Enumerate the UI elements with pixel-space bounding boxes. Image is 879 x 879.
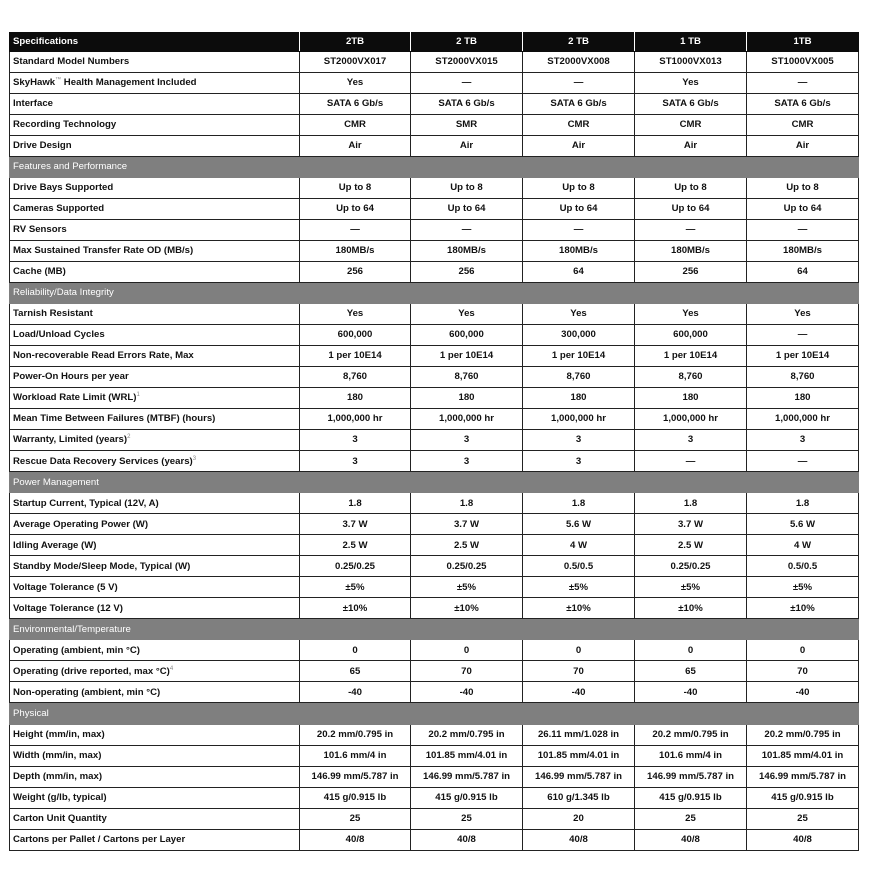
spec-value: Yes (300, 73, 411, 94)
section-header-row (10, 283, 859, 304)
spec-label-text: Warranty, Limited (years) (13, 434, 128, 446)
spec-value: 20.2 mm/0.795 in (635, 724, 747, 745)
spec-value: 70 (411, 661, 523, 682)
section-title: Physical (10, 703, 859, 724)
spec-value: 1 per 10E14 (411, 346, 523, 367)
spec-value: 3 (747, 430, 859, 451)
spec-value: 0 (635, 640, 747, 661)
spec-row (10, 346, 859, 367)
spec-value: 64 (747, 262, 859, 283)
spec-row (10, 766, 859, 787)
spec-row (10, 682, 859, 703)
spec-value: Yes (411, 304, 523, 325)
spec-value: 1,000,000 hr (635, 409, 747, 430)
spec-row (10, 598, 859, 619)
spec-value: 600,000 (635, 325, 747, 346)
spec-value: ±5% (411, 577, 523, 598)
spec-label-text: Voltage Tolerance (12 V) (13, 602, 124, 614)
spec-value: — (747, 220, 859, 241)
spec-value: 20.2 mm/0.795 in (747, 724, 859, 745)
spec-row (10, 451, 859, 472)
spec-value: 8,760 (747, 367, 859, 388)
spec-value: — (747, 73, 859, 94)
header-capacity: 1 TB (635, 33, 747, 52)
spec-value: 101.6 mm/4 in (300, 745, 411, 766)
spec-value: 1 per 10E14 (747, 346, 859, 367)
spec-value: 1.8 (300, 493, 411, 514)
spec-value: 64 (523, 262, 635, 283)
spec-label-text: Standby Mode/Sleep Mode, Typical (W) (13, 560, 191, 572)
spec-value: 1 per 10E14 (523, 346, 635, 367)
spec-value: 180 (635, 388, 747, 409)
section-header-row (10, 619, 859, 640)
spec-label-text: Height (mm/in, max) (13, 728, 105, 740)
spec-label (10, 556, 300, 577)
spec-value: 3 (635, 430, 747, 451)
spec-value: -40 (300, 682, 411, 703)
spec-value: -40 (747, 682, 859, 703)
spec-value: SATA 6 Gb/s (635, 94, 747, 115)
spec-value: 8,760 (635, 367, 747, 388)
header-capacity: 2TB (300, 33, 411, 52)
spec-row (10, 115, 859, 136)
spec-row (10, 325, 859, 346)
spec-value: 0.5/0.5 (747, 556, 859, 577)
spec-value: — (411, 73, 523, 94)
spec-label (10, 661, 300, 682)
spec-value: Up to 8 (635, 178, 747, 199)
spec-value: 101.85 mm/4.01 in (411, 745, 523, 766)
section-header-row (10, 703, 859, 724)
spec-value: 20.2 mm/0.795 in (300, 724, 411, 745)
spec-label-text: Health Management Included (61, 77, 197, 89)
section-title: Features and Performance (10, 157, 859, 178)
spec-label (10, 766, 300, 787)
spec-value: 70 (523, 661, 635, 682)
spec-label-text: Voltage Tolerance (5 V) (13, 581, 118, 593)
spec-label-text: RV Sensors (13, 224, 67, 236)
spec-row (10, 73, 859, 94)
header-label: Specifications (10, 33, 300, 52)
spec-value: 3 (300, 430, 411, 451)
table-header-row (10, 33, 859, 52)
spec-value: 1 per 10E14 (635, 346, 747, 367)
spec-label-text: Interface (13, 98, 53, 110)
spec-value: 415 g/0.915 lb (300, 787, 411, 808)
spec-row (10, 409, 859, 430)
spec-value: Up to 64 (411, 199, 523, 220)
spec-value: 3.7 W (411, 514, 523, 535)
spec-label (10, 178, 300, 199)
spec-value: 600,000 (411, 325, 523, 346)
spec-value: 1,000,000 hr (300, 409, 411, 430)
spec-label (10, 52, 300, 73)
spec-row (10, 556, 859, 577)
spec-value: 0.25/0.25 (300, 556, 411, 577)
section-title: Power Management (10, 472, 859, 493)
spec-label (10, 367, 300, 388)
spec-row (10, 388, 859, 409)
spec-value: — (523, 73, 635, 94)
spec-value: Air (411, 136, 523, 157)
spec-value: 70 (747, 661, 859, 682)
spec-value: 146.99 mm/5.787 in (747, 766, 859, 787)
spec-row (10, 577, 859, 598)
spec-value: 2.5 W (635, 535, 747, 556)
spec-label (10, 220, 300, 241)
spec-value: 101.6 mm/4 in (635, 745, 747, 766)
spec-table-body (10, 33, 859, 851)
spec-label-text: Workload Rate Limit (WRL) (13, 392, 137, 404)
spec-value: ±5% (523, 577, 635, 598)
spec-value: — (411, 220, 523, 241)
spec-label (10, 136, 300, 157)
spec-value: -40 (411, 682, 523, 703)
spec-value: 25 (411, 808, 523, 829)
spec-value: Air (300, 136, 411, 157)
spec-label-text: Non-operating (ambient, min °C) (13, 686, 161, 698)
spec-value: 101.85 mm/4.01 in (747, 745, 859, 766)
spec-value: 0.5/0.5 (523, 556, 635, 577)
spec-value: 3.7 W (635, 514, 747, 535)
spec-row (10, 724, 859, 745)
spec-label (10, 73, 300, 94)
spec-value: 180 (523, 388, 635, 409)
spec-value: 146.99 mm/5.787 in (411, 766, 523, 787)
spec-value: 256 (411, 262, 523, 283)
spec-row (10, 829, 859, 850)
spec-value: ±5% (635, 577, 747, 598)
spec-label (10, 409, 300, 430)
spec-label (10, 451, 300, 472)
spec-value: 5.6 W (747, 514, 859, 535)
spec-value: 65 (300, 661, 411, 682)
spec-label-text: Average Operating Power (W) (13, 518, 149, 530)
spec-label (10, 199, 300, 220)
spec-label (10, 745, 300, 766)
spec-value: CMR (300, 115, 411, 136)
spec-value: ST2000VX015 (411, 52, 523, 73)
spec-label (10, 94, 300, 115)
spec-label-text: Cameras Supported (13, 203, 105, 215)
spec-value: 2.5 W (411, 535, 523, 556)
spec-value: 0 (411, 640, 523, 661)
spec-value: 1,000,000 hr (747, 409, 859, 430)
spec-row (10, 262, 859, 283)
spec-value: 180MB/s (523, 241, 635, 262)
spec-value: 256 (300, 262, 411, 283)
spec-value: 600,000 (300, 325, 411, 346)
spec-value: 180MB/s (300, 241, 411, 262)
spec-row (10, 787, 859, 808)
spec-row (10, 220, 859, 241)
spec-value: 0 (300, 640, 411, 661)
spec-value: 40/8 (635, 829, 747, 850)
spec-value: 3.7 W (300, 514, 411, 535)
spec-label (10, 640, 300, 661)
spec-value: 3 (523, 430, 635, 451)
spec-value: 20 (523, 808, 635, 829)
spec-value: Up to 64 (523, 199, 635, 220)
section-title: Environmental/Temperature (10, 619, 859, 640)
spec-value: 180 (747, 388, 859, 409)
footnote-marker: 3 (192, 455, 197, 462)
spec-value: — (523, 220, 635, 241)
spec-value: ±5% (747, 577, 859, 598)
spec-value: SATA 6 Gb/s (300, 94, 411, 115)
spec-label-text: Power-On Hours per year (13, 371, 129, 383)
spec-value: ST2000VX017 (300, 52, 411, 73)
spec-value: 25 (635, 808, 747, 829)
spec-value: 180 (300, 388, 411, 409)
spec-value: Yes (300, 304, 411, 325)
spec-row (10, 199, 859, 220)
footnote-marker: 1 (136, 392, 140, 399)
spec-value: 8,760 (300, 367, 411, 388)
spec-value: Air (635, 136, 747, 157)
spec-label (10, 514, 300, 535)
spec-label-text: Carton Unit Quantity (13, 812, 107, 824)
spec-value: ±10% (635, 598, 747, 619)
spec-label (10, 304, 300, 325)
spec-value: 25 (747, 808, 859, 829)
spec-label-text: Operating (drive reported, max °C) (13, 665, 170, 677)
spec-label-text: Max Sustained Transfer Rate OD (MB/s) (13, 245, 194, 257)
spec-label (10, 682, 300, 703)
spec-value: 65 (635, 661, 747, 682)
spec-value: ST1000VX013 (635, 52, 747, 73)
spec-value: ±10% (300, 598, 411, 619)
spec-value: Up to 8 (300, 178, 411, 199)
spec-label-text: Non-recoverable Read Errors Rate, Max (13, 350, 194, 362)
spec-value: — (635, 220, 747, 241)
spec-value: 26.11 mm/1.028 in (523, 724, 635, 745)
spec-value: 415 g/0.915 lb (635, 787, 747, 808)
spec-value: 415 g/0.915 lb (747, 787, 859, 808)
spec-value: 146.99 mm/5.787 in (523, 766, 635, 787)
spec-value: SATA 6 Gb/s (411, 94, 523, 115)
spec-value: 180MB/s (411, 241, 523, 262)
spec-value: 4 W (747, 535, 859, 556)
spec-label (10, 829, 300, 850)
spec-value: SMR (411, 115, 523, 136)
spec-row (10, 136, 859, 157)
spec-row (10, 367, 859, 388)
spec-value: 1.8 (523, 493, 635, 514)
spec-value: 101.85 mm/4.01 in (523, 745, 635, 766)
spec-value: SATA 6 Gb/s (523, 94, 635, 115)
spec-label-text: Rescue Data Recovery Services (years) (13, 455, 193, 467)
section-header-row (10, 472, 859, 493)
spec-value: Yes (635, 304, 747, 325)
spec-row (10, 640, 859, 661)
spec-label-text: Idling Average (W) (13, 539, 97, 551)
spec-value: Yes (523, 304, 635, 325)
spec-value: Yes (747, 304, 859, 325)
spec-value: 3 (411, 430, 523, 451)
spec-value: 1,000,000 hr (523, 409, 635, 430)
spec-value: Air (747, 136, 859, 157)
spec-value: 25 (300, 808, 411, 829)
spec-value: -40 (523, 682, 635, 703)
spec-label (10, 787, 300, 808)
spec-label-text: Mean Time Between Failures (MTBF) (hours) (13, 413, 216, 425)
spec-value: 40/8 (523, 829, 635, 850)
spec-value: 0 (747, 640, 859, 661)
spec-value: 180MB/s (747, 241, 859, 262)
spec-value: 146.99 mm/5.787 in (635, 766, 747, 787)
header-capacity: 1TB (747, 33, 859, 52)
spec-value: 4 W (523, 535, 635, 556)
spec-value: 180MB/s (635, 241, 747, 262)
spec-label (10, 325, 300, 346)
spec-label (10, 346, 300, 367)
spec-value: 40/8 (747, 829, 859, 850)
spec-value: 1.8 (635, 493, 747, 514)
spec-value: 40/8 (300, 829, 411, 850)
spec-value: 1.8 (411, 493, 523, 514)
spec-value: CMR (747, 115, 859, 136)
spec-value: 2.5 W (300, 535, 411, 556)
spec-row (10, 304, 859, 325)
spec-label (10, 598, 300, 619)
spec-value: 300,000 (523, 325, 635, 346)
spec-label (10, 115, 300, 136)
spec-label (10, 724, 300, 745)
spec-label (10, 241, 300, 262)
spec-row (10, 52, 859, 73)
spec-label-text: Cache (MB) (13, 266, 66, 278)
spec-value: Up to 64 (300, 199, 411, 220)
spec-value: CMR (635, 115, 747, 136)
spec-label-text: Width (mm/in, max) (13, 749, 102, 761)
spec-label (10, 430, 300, 451)
spec-row (10, 745, 859, 766)
footnote-marker: 4 (169, 665, 174, 672)
spec-value: 3 (411, 451, 523, 472)
spec-value: 415 g/0.915 lb (411, 787, 523, 808)
spec-label (10, 535, 300, 556)
footnote-marker: ™ (55, 77, 62, 84)
spec-value: 1.8 (747, 493, 859, 514)
spec-label (10, 493, 300, 514)
spec-row (10, 661, 859, 682)
spec-value: Up to 64 (747, 199, 859, 220)
spec-label (10, 808, 300, 829)
spec-row (10, 178, 859, 199)
spec-value: ±5% (300, 577, 411, 598)
spec-value: -40 (635, 682, 747, 703)
spec-label-text: Drive Bays Supported (13, 182, 114, 194)
spec-label-text: Operating (ambient, min °C) (13, 644, 140, 656)
spec-value: 8,760 (523, 367, 635, 388)
spec-value: ±10% (523, 598, 635, 619)
spec-value: 256 (635, 262, 747, 283)
spec-value: 0.25/0.25 (411, 556, 523, 577)
spec-label-text: Drive Design (13, 140, 72, 152)
spec-value: SATA 6 Gb/s (747, 94, 859, 115)
spec-row (10, 808, 859, 829)
spec-value: Up to 8 (747, 178, 859, 199)
spec-value: — (747, 451, 859, 472)
spec-label (10, 262, 300, 283)
spec-value: 5.6 W (523, 514, 635, 535)
spec-row (10, 94, 859, 115)
spec-value: ±10% (411, 598, 523, 619)
header-capacity: 2 TB (411, 33, 523, 52)
spec-value: 3 (300, 451, 411, 472)
spec-value: ±10% (747, 598, 859, 619)
spec-value: Yes (635, 73, 747, 94)
spec-value: Up to 8 (523, 178, 635, 199)
spec-value: — (635, 451, 747, 472)
spec-value: Air (523, 136, 635, 157)
spec-value: — (747, 325, 859, 346)
spec-value: 1 per 10E14 (300, 346, 411, 367)
spec-label-text: SkyHawk (13, 77, 56, 89)
spec-value: 610 g/1.345 lb (523, 787, 635, 808)
spec-value: 1,000,000 hr (411, 409, 523, 430)
spec-label-text: Standard Model Numbers (13, 56, 130, 68)
spec-value: 146.99 mm/5.787 in (300, 766, 411, 787)
spec-label-text: Load/Unload Cycles (13, 329, 105, 341)
spec-label-text: Weight (g/lb, typical) (13, 791, 107, 803)
spec-label (10, 388, 300, 409)
section-title: Reliability/Data Integrity (10, 283, 859, 304)
spec-value: ST2000VX008 (523, 52, 635, 73)
spec-label-text: Recording Technology (13, 119, 117, 131)
spec-label-text: Startup Current, Typical (12V, A) (13, 497, 159, 509)
spec-row (10, 535, 859, 556)
spec-value: ST1000VX005 (747, 52, 859, 73)
spec-value: 180 (411, 388, 523, 409)
spec-value: 20.2 mm/0.795 in (411, 724, 523, 745)
spec-value: 40/8 (411, 829, 523, 850)
spec-value: CMR (523, 115, 635, 136)
spec-label-text: Tarnish Resistant (13, 308, 93, 320)
spec-table (9, 32, 859, 851)
spec-row (10, 430, 859, 451)
spec-row (10, 514, 859, 535)
section-header-row (10, 157, 859, 178)
spec-value: Up to 64 (635, 199, 747, 220)
spec-value: Up to 8 (411, 178, 523, 199)
spec-label-text: Cartons per Pallet / Cartons per Layer (13, 833, 186, 845)
spec-value: 0 (523, 640, 635, 661)
header-capacity: 2 TB (523, 33, 635, 52)
spec-label-text: Depth (mm/in, max) (13, 770, 103, 782)
spec-label (10, 577, 300, 598)
footnote-marker: 2 (127, 434, 131, 441)
spec-row (10, 241, 859, 262)
spec-value: 0.25/0.25 (635, 556, 747, 577)
spec-value: 3 (523, 451, 635, 472)
spec-value: — (300, 220, 411, 241)
spec-value: 8,760 (411, 367, 523, 388)
spec-row (10, 493, 859, 514)
